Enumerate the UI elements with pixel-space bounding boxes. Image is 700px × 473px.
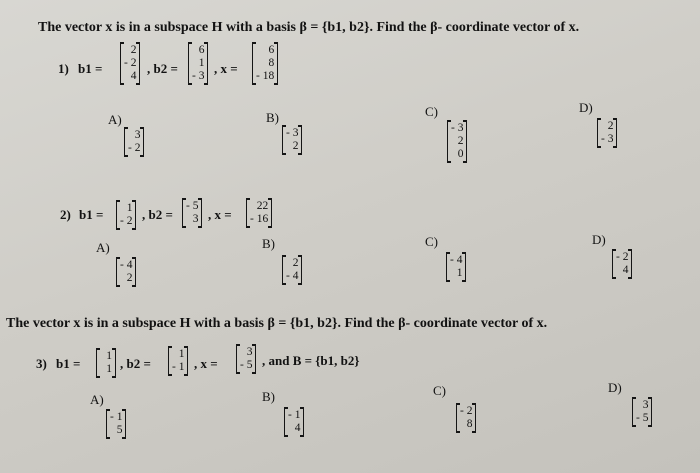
- problem-3-b1-matrix: [96, 349, 116, 377]
- matrix-cell: - 2: [128, 142, 141, 154]
- matrix-cell: 1: [126, 202, 133, 214]
- heading-problem-set-1: The vector x is in a subspace H with a basis β = {b1, b2}. Find the β- coordinate vector of x.: [38, 20, 580, 35]
- problem-2-number: 2): [60, 207, 71, 222]
- matrix-cell: 5: [116, 424, 123, 436]
- matrix-cell: 2: [130, 44, 137, 56]
- problem-3-basis-definition: , and B = {b1, b2}: [262, 353, 360, 368]
- problem-2-choice-a-vector[interactable]: [116, 258, 136, 286]
- matrix-cell: 3: [134, 129, 141, 141]
- matrix-cell: - 5: [636, 412, 649, 424]
- matrix-cell: 2: [457, 135, 464, 147]
- matrix-cell: 4: [622, 264, 629, 276]
- matrix-cell: - 4: [450, 254, 463, 266]
- problem-2-choice-b-letter[interactable]: B): [262, 236, 275, 251]
- matrix-cell: 1: [456, 267, 463, 279]
- matrix-cell: 6: [268, 44, 275, 56]
- problem-2-x-label: , x =: [208, 207, 232, 222]
- matrix-cell: - 1: [172, 361, 185, 373]
- matrix-cell: - 1: [110, 411, 123, 423]
- heading-problem-set-2: The vector x is in a subspace H with a basis β = {b1, b2}. Find the β- coordinate vector of x.: [6, 316, 548, 331]
- matrix-cell: - 2: [616, 251, 629, 263]
- problem-3-b2-matrix: [168, 347, 188, 375]
- problem-3-number: 3): [36, 356, 47, 371]
- matrix-cell: 1: [178, 348, 185, 360]
- problem-2-choice-d-letter[interactable]: D): [592, 232, 606, 247]
- problem-2-choice-c-vector[interactable]: [446, 253, 466, 281]
- matrix-cell: 3: [192, 213, 199, 225]
- problem-1-x-label: , x =: [214, 61, 238, 76]
- problem-1-choice-d-vector[interactable]: [597, 119, 617, 147]
- matrix-cell: 2: [292, 140, 299, 152]
- matrix-cell: - 5: [186, 200, 199, 212]
- matrix-cell: 6: [198, 44, 205, 56]
- problem-1-b2-label: , b2 =: [147, 61, 178, 76]
- matrix-cell: - 16: [250, 213, 269, 225]
- matrix-cell: - 3: [286, 127, 299, 139]
- matrix-cell: 2: [126, 272, 133, 284]
- matrix-cell: - 1: [288, 409, 301, 421]
- matrix-cell: - 2: [120, 215, 133, 227]
- matrix-cell: 8: [466, 418, 473, 430]
- problem-1-b1-matrix: [120, 43, 140, 84]
- problem-1-number: 1): [58, 61, 69, 76]
- problem-1-choice-c-letter[interactable]: C): [425, 104, 438, 119]
- problem-3-b2-label: , b2 =: [120, 356, 151, 371]
- matrix-cell: 3: [246, 346, 253, 358]
- problem-2-b2-label: , b2 =: [142, 207, 173, 222]
- problem-1-choice-b-vector[interactable]: [282, 126, 302, 154]
- problem-1-choice-a-vector[interactable]: [124, 128, 144, 156]
- matrix-cell: 4: [294, 422, 301, 434]
- matrix-cell: 2: [292, 257, 299, 269]
- matrix-cell: 1: [106, 363, 112, 375]
- problem-2-choice-b-vector[interactable]: [282, 256, 302, 284]
- problem-3-b1-label: b1 =: [56, 356, 81, 371]
- problem-1-choice-b-letter[interactable]: B): [266, 110, 279, 125]
- problem-3-choice-b-vector[interactable]: [284, 408, 304, 436]
- matrix-cell: 1: [106, 350, 112, 362]
- problem-3-choice-c-letter[interactable]: C): [433, 383, 446, 398]
- matrix-cell: 3: [642, 399, 649, 411]
- problem-3-choice-c-vector[interactable]: [456, 404, 476, 432]
- problem-1-choice-c-vector[interactable]: [447, 121, 467, 162]
- matrix-cell: 4: [130, 70, 137, 82]
- matrix-cell: - 4: [120, 259, 133, 271]
- matrix-cell: 22: [256, 200, 269, 212]
- problem-2-b2-matrix: [182, 199, 202, 227]
- problem-1-b2-matrix: [188, 43, 208, 84]
- problem-3-choice-a-letter[interactable]: A): [90, 392, 104, 407]
- problem-2-choice-a-letter[interactable]: A): [96, 240, 110, 255]
- problem-2-b1-matrix: [116, 201, 136, 229]
- matrix-cell: - 3: [451, 122, 464, 134]
- problem-3-choice-a-vector[interactable]: [106, 410, 126, 438]
- problem-1-choice-d-letter[interactable]: D): [579, 100, 593, 115]
- matrix-cell: - 4: [286, 270, 299, 282]
- problem-1-x-matrix: [252, 43, 278, 84]
- matrix-cell: - 3: [192, 70, 205, 82]
- matrix-cell: 8: [268, 57, 275, 69]
- matrix-cell: - 3: [601, 133, 614, 145]
- problem-2-x-matrix: [246, 199, 272, 227]
- problem-3-choice-d-letter[interactable]: D): [608, 380, 622, 395]
- matrix-cell: - 2: [124, 57, 137, 69]
- matrix-cell: - 2: [460, 405, 473, 417]
- problem-2-b1-label: b1 =: [79, 207, 104, 222]
- problem-2-choice-c-letter[interactable]: C): [425, 234, 438, 249]
- problem-1-b1-label: b1 =: [78, 61, 103, 76]
- problem-3-choice-b-letter[interactable]: B): [262, 389, 275, 404]
- matrix-cell: 0: [457, 148, 464, 160]
- problem-2-choice-d-vector[interactable]: [612, 250, 632, 278]
- matrix-cell: - 18: [256, 70, 275, 82]
- matrix-cell: 2: [607, 120, 614, 132]
- matrix-cell: 1: [198, 57, 205, 69]
- problem-3-x-label: , x =: [194, 356, 218, 371]
- matrix-cell: - 5: [240, 359, 253, 371]
- problem-3-choice-d-vector[interactable]: [632, 398, 652, 426]
- problem-1-choice-a-letter[interactable]: A): [108, 112, 122, 127]
- problem-3-x-matrix: [236, 345, 256, 373]
